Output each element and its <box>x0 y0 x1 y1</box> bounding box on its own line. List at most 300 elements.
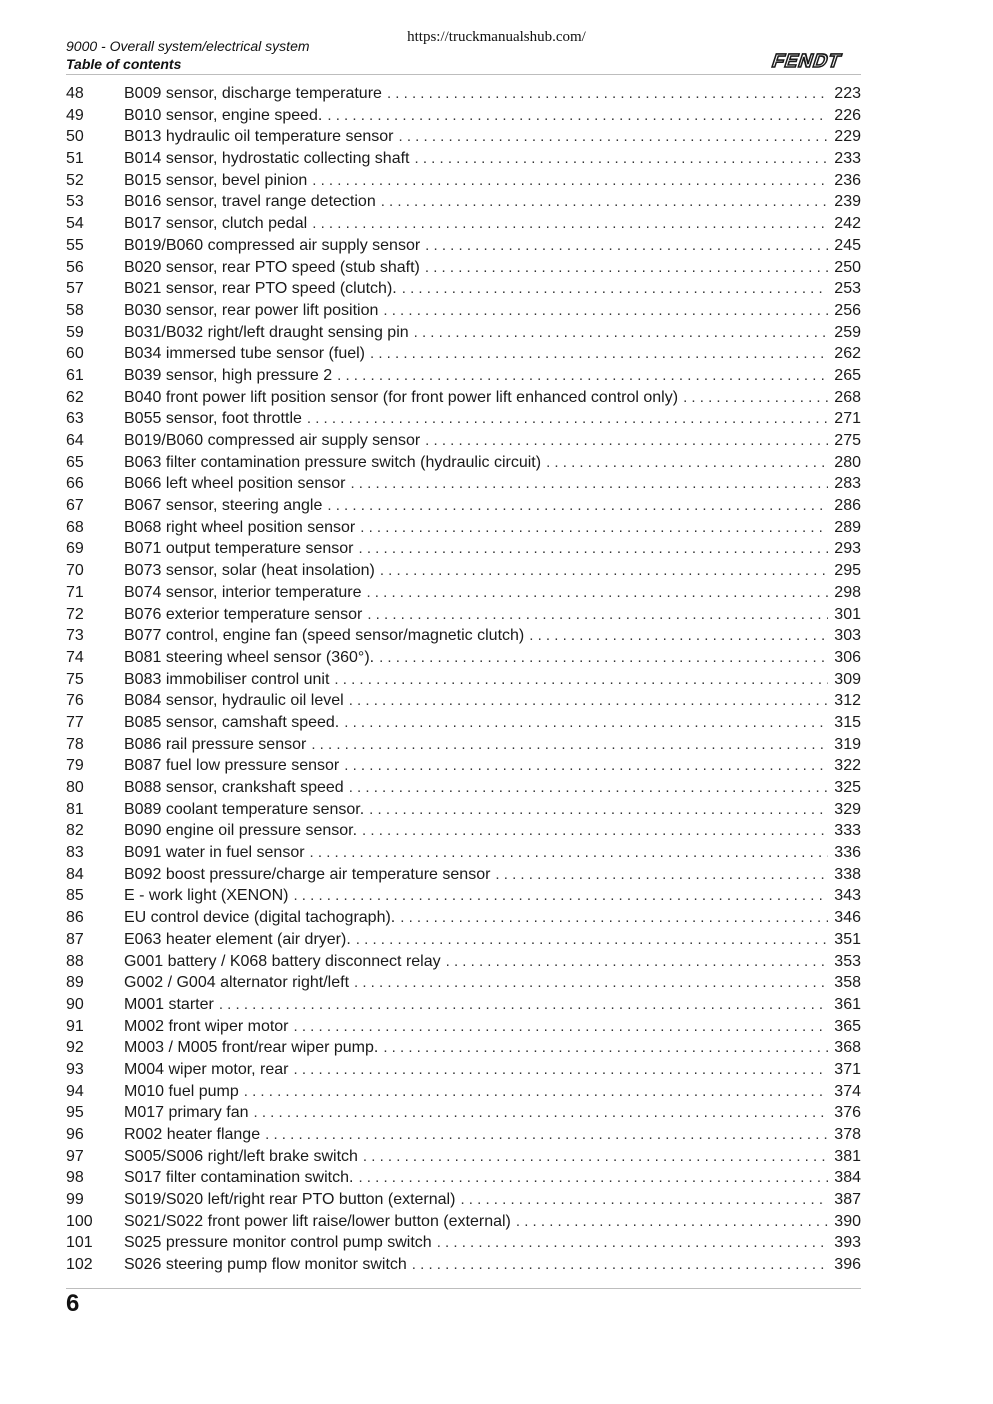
footer-divider <box>66 1288 861 1289</box>
toc-entry-number: 60 <box>66 345 84 363</box>
dot-leader <box>437 1232 829 1254</box>
toc-entry-title: E - work light (XENON) <box>124 887 289 905</box>
toc-entry[interactable] <box>66 625 861 647</box>
toc-entry-line <box>124 83 861 105</box>
toc-entry[interactable] <box>66 517 861 539</box>
dot-leader <box>370 343 828 365</box>
dot-leader <box>546 452 828 474</box>
dot-leader <box>362 820 828 842</box>
toc-entry-line <box>124 1167 861 1189</box>
toc-entry-page: 384 <box>834 1169 861 1187</box>
toc-entry-line <box>124 538 861 560</box>
toc-entry-title: B040 front power lift position sensor (for front power lift enhanced control only) <box>124 388 679 406</box>
toc-entry-number: 94 <box>66 1082 84 1100</box>
toc-entry-number: 85 <box>66 887 84 905</box>
toc-entry-page: 325 <box>834 779 861 796</box>
dot-leader <box>334 669 828 691</box>
toc-entry[interactable] <box>66 1146 861 1168</box>
toc-entry[interactable] <box>66 820 861 842</box>
toc-entry-line <box>124 582 861 604</box>
toc-entry-title: M004 wiper motor, rear <box>124 1060 289 1078</box>
toc-entry-page: 239 <box>834 193 861 211</box>
toc-entry-number: 65 <box>66 453 84 471</box>
toc-entry-page: 289 <box>834 518 861 536</box>
toc-entry-line <box>124 1211 861 1233</box>
dot-leader <box>363 1146 828 1168</box>
toc-entry[interactable] <box>66 994 861 1016</box>
toc-entry[interactable] <box>66 560 861 582</box>
dot-leader <box>360 517 828 539</box>
toc-entry-page: 336 <box>834 844 861 862</box>
toc-entry-title: B019/B060 compressed air supply sensor <box>124 236 421 254</box>
toc-entry-title: B010 sensor, engine speed. <box>124 106 323 124</box>
toc-entry[interactable] <box>66 1102 861 1124</box>
toc-entry[interactable] <box>66 1059 861 1081</box>
toc-entry-page: 361 <box>834 995 861 1013</box>
dot-leader <box>412 1254 829 1276</box>
toc-entry-page: 226 <box>834 106 861 124</box>
toc-entry[interactable] <box>66 647 861 669</box>
toc-entry-title: B091 water in fuel sensor <box>124 844 305 862</box>
toc-entry-page: 242 <box>834 215 861 233</box>
toc-entry-page: 333 <box>834 822 861 840</box>
toc-entry[interactable] <box>66 191 861 213</box>
toc-entry-line <box>124 604 861 626</box>
document-title: 9000 - Overall system/electrical system <box>66 38 310 54</box>
toc-entry[interactable] <box>66 864 861 886</box>
toc-entry-line <box>124 669 861 691</box>
toc-entry[interactable] <box>66 213 861 235</box>
toc-entry-line <box>124 864 861 886</box>
toc-entry-number: 96 <box>66 1126 84 1143</box>
toc-entry[interactable] <box>66 734 861 756</box>
toc-entry-line <box>124 473 861 495</box>
toc-entry-page: 353 <box>834 952 861 970</box>
dot-leader <box>446 951 829 973</box>
toc-entry-line <box>124 1232 861 1254</box>
toc-entry-title: B055 sensor, foot throttle <box>124 410 302 428</box>
toc-entry-title: B067 sensor, steering angle <box>124 497 323 515</box>
toc-entry-number: 49 <box>66 106 84 124</box>
toc-entry-title: S025 pressure monitor control pump switch <box>124 1234 432 1252</box>
dot-leader <box>311 734 828 756</box>
toc-entry-number: 75 <box>66 670 84 688</box>
dot-leader <box>425 430 828 452</box>
toc-entry-title: B019/B060 compressed air supply sensor <box>124 432 421 449</box>
toc-entry-page: 390 <box>834 1212 861 1230</box>
toc-entry-page: 315 <box>834 713 861 731</box>
toc-entry-number: 54 <box>66 215 84 233</box>
toc-entry[interactable] <box>66 1037 861 1059</box>
dot-leader <box>356 929 829 951</box>
toc-entry[interactable] <box>66 408 861 430</box>
toc-entry-title: B076 exterior temperature sensor <box>124 605 363 623</box>
dot-leader <box>358 1167 828 1189</box>
dot-leader <box>310 842 829 864</box>
toc-entry-number: 82 <box>66 822 84 840</box>
toc-entry-number: 66 <box>66 475 84 493</box>
dot-leader <box>495 864 828 886</box>
dot-leader <box>383 1037 828 1059</box>
toc-entry-title: B087 fuel low pressure sensor <box>124 757 340 775</box>
toc-entry-title: B013 hydraulic oil temperature sensor <box>124 128 394 146</box>
toc-entry-page: 283 <box>834 475 861 493</box>
toc-entry[interactable] <box>66 452 861 474</box>
header-divider <box>66 74 861 75</box>
dot-leader <box>387 83 828 105</box>
toc-entry-number: 95 <box>66 1104 84 1122</box>
dot-leader <box>337 365 828 387</box>
toc-entry-line <box>124 1081 861 1103</box>
toc-entry-title: G001 battery / K068 battery disconnect relay <box>124 952 441 970</box>
toc-entry-page: 338 <box>834 865 861 883</box>
toc-entry-page: 396 <box>834 1256 861 1274</box>
toc-entry-page: 301 <box>834 605 861 623</box>
toc-entry-line <box>124 495 861 517</box>
toc-entry-number: 61 <box>66 366 84 384</box>
toc-entry-number: 68 <box>66 518 84 536</box>
toc-entry[interactable] <box>66 929 861 951</box>
toc-entry[interactable] <box>66 885 861 907</box>
dot-leader <box>312 170 828 192</box>
dot-leader <box>307 408 828 430</box>
toc-entry[interactable] <box>66 1081 861 1103</box>
toc-entry-page: 329 <box>834 800 861 818</box>
toc-entry-number: 83 <box>66 844 84 862</box>
toc-entry-line <box>124 820 861 842</box>
toc-entry-page: 280 <box>834 453 861 471</box>
toc-entry-line <box>124 690 861 712</box>
toc-entry-title: B081 steering wheel sensor (360°). <box>124 648 375 666</box>
toc-entry-line <box>124 1037 861 1059</box>
toc-entry-title: B020 sensor, rear PTO speed (stub shaft) <box>124 258 420 276</box>
toc-entry-page: 298 <box>834 583 861 601</box>
toc-entry-number: 76 <box>66 692 84 710</box>
toc-entry-number: 55 <box>66 236 84 254</box>
dot-leader <box>358 538 828 560</box>
dot-leader <box>529 625 828 647</box>
toc-entry-number: 100 <box>66 1212 93 1230</box>
toc-entry[interactable] <box>66 105 861 127</box>
toc-entry-line <box>124 300 861 322</box>
toc-entry[interactable] <box>66 951 861 973</box>
toc-entry-page: 256 <box>834 301 861 319</box>
toc-entry[interactable] <box>66 669 861 691</box>
dot-leader <box>219 994 828 1016</box>
toc-entry-page: 371 <box>834 1060 861 1078</box>
toc-entry-page: 346 <box>834 909 861 927</box>
toc-entry-title: B092 boost pressure/charge air temperature sensor <box>124 865 491 883</box>
source-url[interactable]: https://truckmanualshub.com/ <box>407 29 586 45</box>
toc-entry-line <box>124 734 861 756</box>
toc-entry-title: R002 heater flange <box>124 1126 261 1143</box>
toc-entry-page: 365 <box>834 1017 861 1035</box>
toc-entry-number: 89 <box>66 974 84 992</box>
toc-entry-line <box>124 799 861 821</box>
toc-entry-page: 223 <box>834 85 861 102</box>
toc-entry-line <box>124 647 861 669</box>
dot-leader <box>369 799 828 821</box>
toc-entry-page: 312 <box>834 692 861 710</box>
toc-entry[interactable] <box>66 1211 861 1233</box>
dot-leader <box>367 604 828 626</box>
toc-entry-title: B085 sensor, camshaft speed. <box>124 713 340 731</box>
toc-entry-title: B009 sensor, discharge temperature <box>124 85 382 102</box>
toc-entry-line <box>124 387 861 409</box>
toc-entry-line <box>124 1189 861 1211</box>
toc-entry-line <box>124 1124 861 1146</box>
toc-entry[interactable] <box>66 322 861 344</box>
toc-entry-page: 381 <box>834 1147 861 1165</box>
dot-leader <box>414 322 829 344</box>
toc-entry-page: 271 <box>834 410 861 428</box>
toc-entry[interactable] <box>66 387 861 409</box>
dot-leader <box>366 582 828 604</box>
toc-entry-number: 59 <box>66 323 84 341</box>
dot-leader <box>349 690 829 712</box>
toc-entry-number: 52 <box>66 171 84 189</box>
toc-entry-line <box>124 278 861 300</box>
toc-entry[interactable] <box>66 712 861 734</box>
toc-entry-title: B039 sensor, high pressure 2 <box>124 366 333 384</box>
toc-entry-title: B016 sensor, travel range detection <box>124 193 376 211</box>
toc-entry[interactable] <box>66 777 861 799</box>
toc-entry-number: 98 <box>66 1169 84 1187</box>
toc-entry[interactable] <box>66 300 861 322</box>
toc-entry-number: 93 <box>66 1060 84 1078</box>
toc-entry-number: 50 <box>66 128 84 146</box>
toc-entry-title: B073 sensor, solar (heat insolation) <box>124 562 375 580</box>
toc-entry-line <box>124 365 861 387</box>
toc-entry-title: B071 output temperature sensor <box>124 540 354 558</box>
toc-entry-line <box>124 1146 861 1168</box>
toc-entry-page: 376 <box>834 1104 861 1122</box>
toc-entry-line <box>124 972 861 994</box>
toc-entry[interactable] <box>66 430 861 452</box>
dot-leader <box>349 777 829 799</box>
toc-entry[interactable] <box>66 1016 861 1038</box>
toc-entry[interactable] <box>66 365 861 387</box>
toc-entry[interactable] <box>66 148 861 170</box>
toc-entry[interactable] <box>66 538 861 560</box>
dot-leader <box>380 560 828 582</box>
toc-entry[interactable] <box>66 343 861 365</box>
dot-leader <box>344 712 828 734</box>
toc-entry-page: 358 <box>834 974 861 992</box>
toc-entry-line <box>124 994 861 1016</box>
dot-leader <box>425 235 828 257</box>
dot-leader <box>354 972 828 994</box>
dot-leader <box>460 1189 828 1211</box>
page-number: 6 <box>66 1290 80 1317</box>
toc-entry-title: B034 immersed tube sensor (fuel) <box>124 345 365 363</box>
toc-entry-line <box>124 712 861 734</box>
toc-entry-number: 63 <box>66 410 84 428</box>
toc-entry-page: 259 <box>834 323 861 341</box>
toc-entry[interactable] <box>66 972 861 994</box>
toc-entry[interactable] <box>66 1167 861 1189</box>
dot-leader <box>516 1211 828 1233</box>
toc-entry-line <box>124 126 861 148</box>
toc-entry-title: EU control device (digital tachograph). <box>124 909 396 927</box>
toc-entry-page: 229 <box>834 128 861 146</box>
toc-entry-title: B077 control, engine fan (speed sensor/magnetic clutch) <box>124 627 525 645</box>
toc-entry-title: M010 fuel pump <box>124 1082 239 1100</box>
toc-entry-title: B015 sensor, bevel pinion <box>124 171 308 189</box>
toc-entry-page: 262 <box>834 345 861 363</box>
dot-leader <box>425 257 828 279</box>
toc-entry[interactable] <box>66 257 861 279</box>
toc-entry-title: B030 sensor, rear power lift position <box>124 301 379 319</box>
toc-entry[interactable] <box>66 495 861 517</box>
toc-entry-line <box>124 170 861 192</box>
fendt-logo-mark <box>768 51 862 71</box>
dot-leader <box>683 387 828 409</box>
toc-entry[interactable] <box>66 842 861 864</box>
toc-entry-number: 74 <box>66 648 84 666</box>
toc-entry-line <box>124 452 861 474</box>
toc-entry-title: S017 filter contamination switch. <box>124 1169 354 1187</box>
toc-entry[interactable] <box>66 582 861 604</box>
dot-leader <box>254 1102 829 1124</box>
toc-entry-number: 101 <box>66 1234 93 1252</box>
toc-entry-line <box>124 625 861 647</box>
toc-entry-page: 306 <box>834 648 861 666</box>
dot-leader <box>327 495 828 517</box>
toc-entry-number: 62 <box>66 388 84 406</box>
toc-entry-page: 286 <box>834 497 861 515</box>
toc-entry[interactable] <box>66 126 861 148</box>
toc-entry-line <box>124 257 861 279</box>
toc-entry-number: 57 <box>66 280 84 298</box>
toc-entry-page: 245 <box>834 236 861 254</box>
toc-entry-number: 70 <box>66 562 84 580</box>
toc-entry-page: 351 <box>834 930 861 948</box>
toc-entry-number: 51 <box>66 150 84 168</box>
dot-leader <box>350 473 828 495</box>
toc-entry-page: 250 <box>834 258 861 276</box>
toc-entry-number: 48 <box>66 85 84 102</box>
toc-entry[interactable] <box>66 473 861 495</box>
toc-entry-page: 233 <box>834 150 861 168</box>
toc-entry-number: 73 <box>66 627 84 645</box>
toc-entry-page: 295 <box>834 562 861 580</box>
dot-leader <box>294 1059 829 1081</box>
toc-entry-line <box>124 777 861 799</box>
toc-entry-page: 368 <box>834 1039 861 1057</box>
toc-entry[interactable] <box>66 799 861 821</box>
toc-entry[interactable] <box>66 1232 861 1254</box>
toc-entry-title: B021 sensor, rear PTO speed (clutch). <box>124 280 397 298</box>
toc-entry-number: 71 <box>66 583 84 601</box>
toc-entry-page: 253 <box>834 280 861 298</box>
toc-entry[interactable] <box>66 1189 861 1211</box>
toc-entry-title: B031/B032 right/left draught sensing pin <box>124 323 409 341</box>
toc-entry[interactable] <box>66 690 861 712</box>
toc-entry-number: 79 <box>66 757 84 775</box>
toc-entry-number: 77 <box>66 713 84 731</box>
toc-entry-number: 88 <box>66 952 84 970</box>
toc-entry-number: 97 <box>66 1147 84 1165</box>
toc-entry[interactable] <box>66 1124 861 1146</box>
toc-entry-title: M001 starter <box>124 995 214 1013</box>
toc-entry-title: B084 sensor, hydraulic oil level <box>124 692 344 710</box>
toc-entry-number: 56 <box>66 258 84 276</box>
toc-entry[interactable] <box>66 1254 861 1276</box>
dot-leader <box>294 1016 829 1038</box>
toc-entry-title: E063 heater element (air dryer). <box>124 930 351 948</box>
dot-leader <box>398 126 828 148</box>
toc-entry-number: 80 <box>66 779 84 796</box>
toc-entry-title: B014 sensor, hydrostatic collecting shaft <box>124 150 410 168</box>
toc-entry[interactable] <box>66 907 861 929</box>
toc-entry[interactable] <box>66 604 861 626</box>
toc-entry-line <box>124 213 861 235</box>
toc-entry-line <box>124 907 861 929</box>
toc-entry[interactable] <box>66 278 861 300</box>
toc-entry-line <box>124 1254 861 1276</box>
toc-entry-title: S021/S022 front power lift raise/lower button (external) <box>124 1212 511 1230</box>
toc-entry-number: 90 <box>66 995 84 1013</box>
toc-entry-number: 67 <box>66 497 84 515</box>
toc-entry-page: 303 <box>834 627 861 645</box>
toc-entry-title: B068 right wheel position sensor <box>124 518 356 536</box>
toc-entry-number: 58 <box>66 301 84 319</box>
toc-entry-line <box>124 1016 861 1038</box>
dot-leader <box>400 907 828 929</box>
toc-entry-line <box>124 1102 861 1124</box>
running-header <box>66 37 310 73</box>
toc-entry-title: B089 coolant temperature sensor. <box>124 800 365 818</box>
toc-entry[interactable] <box>66 235 861 257</box>
toc-entry-title: B090 engine oil pressure sensor. <box>124 822 358 840</box>
toc-entry-title: G002 / G004 alternator right/left <box>124 974 350 992</box>
toc-entry-page: 374 <box>834 1082 861 1100</box>
toc-entry-title: B083 immobiliser control unit <box>124 670 330 688</box>
dot-leader <box>381 191 829 213</box>
toc-entry-title: B086 rail pressure sensor <box>124 735 307 753</box>
toc-entry[interactable] <box>66 83 861 105</box>
toc-entry-number: 81 <box>66 800 84 818</box>
toc-entry-page: 309 <box>834 670 861 688</box>
toc-entry-title: M003 / M005 front/rear wiper pump. <box>124 1039 379 1057</box>
toc-entry-page: 378 <box>834 1126 861 1143</box>
toc-entry-title: S019/S020 left/right rear PTO button (external) <box>124 1191 456 1209</box>
toc-entry-line <box>124 517 861 539</box>
dot-leader <box>379 647 828 669</box>
toc-entry-line <box>124 1059 861 1081</box>
toc-entry-page: 387 <box>834 1191 861 1209</box>
toc-entry-line <box>124 842 861 864</box>
toc-entry-title: B017 sensor, clutch pedal <box>124 215 308 233</box>
toc-entry-page: 236 <box>834 171 861 189</box>
toc-entry-number: 78 <box>66 735 84 753</box>
toc-entry-title: B088 sensor, crankshaft speed <box>124 779 344 796</box>
toc-entry-line <box>124 885 861 907</box>
fendt-logo <box>768 51 862 71</box>
toc-entry-number: 69 <box>66 540 84 558</box>
toc-entry[interactable] <box>66 170 861 192</box>
toc-entry-title: B063 filter contamination pressure switch (hydraulic circuit) <box>124 453 542 471</box>
section-title: Table of contents <box>66 56 182 72</box>
dot-leader <box>383 300 828 322</box>
toc-entry-line <box>124 343 861 365</box>
toc-entry-number: 92 <box>66 1039 84 1057</box>
toc-entry-line <box>124 322 861 344</box>
dot-leader <box>415 148 829 170</box>
toc-entry[interactable] <box>66 755 861 777</box>
dot-leader <box>312 213 828 235</box>
